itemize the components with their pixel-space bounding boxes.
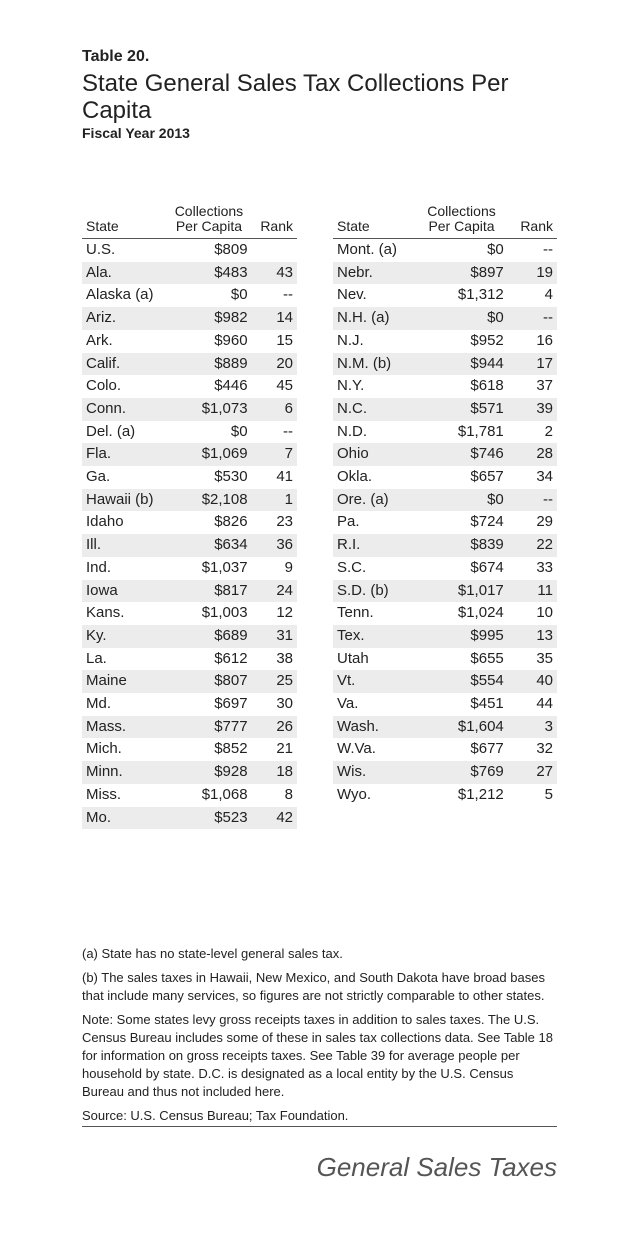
collections-cell: $618 — [470, 377, 504, 395]
rank-cell: 4 — [544, 286, 553, 304]
state-cell: Ala. — [82, 262, 166, 285]
left-table-header — [82, 196, 297, 239]
table-row — [82, 602, 297, 625]
collections-cell: $944 — [415, 353, 508, 376]
rank-cell: 18 — [252, 761, 297, 784]
collections-cell: $655 — [470, 649, 504, 667]
state-cell: Ill. — [82, 534, 166, 557]
collections-cell: $657 — [470, 468, 504, 486]
state-cell: N.C. — [333, 398, 415, 421]
collections-cell: $1,073 — [166, 398, 251, 421]
state-cell: Mich. — [86, 740, 122, 758]
table-row — [333, 489, 557, 512]
rank-cell: 15 — [276, 331, 293, 349]
state-cell: Hawaii (b) — [82, 489, 166, 512]
table-row — [82, 353, 297, 376]
note-text: Note: Some states levy gross receipts taxes in addition to sales taxes. The U.S. Census Bureau includes some of these in sales tax collections data. See Table 18 for information on gross receipts taxes. See Table 39 for average people per household by state. D.C. is designated as a local entity by the U.S. Census Bureau and thus not included here. — [82, 1012, 553, 1099]
collections-cell: $807 — [166, 670, 251, 693]
rank-cell: -- — [508, 307, 557, 330]
state-cell: Fla. — [82, 443, 166, 466]
table-row — [82, 557, 297, 580]
state-cell: Pa. — [337, 513, 360, 531]
state-cell: Conn. — [82, 398, 166, 421]
left-table — [82, 196, 297, 829]
state-cell: Ariz. — [82, 307, 166, 330]
rank-cell: 14 — [252, 307, 297, 330]
state-cell: Wash. — [333, 716, 415, 739]
collections-cell: $769 — [415, 761, 508, 784]
collections-cell: $483 — [166, 262, 251, 285]
table-row — [82, 466, 297, 489]
state-cell: Miss. — [86, 785, 121, 803]
state-cell: Calif. — [82, 353, 166, 376]
state-cell: N.D. — [337, 422, 367, 440]
collections-cell: $817 — [166, 580, 251, 603]
table-row — [333, 284, 557, 307]
collections-cell: $1,024 — [457, 604, 504, 622]
section-footer: General Sales Taxes — [316, 1152, 557, 1182]
table-row — [82, 625, 297, 648]
table-row — [333, 648, 557, 671]
page-title: State General Sales Tax Collections Per Capita — [82, 70, 509, 124]
rank-cell: 40 — [508, 670, 557, 693]
collections-cell: $1,312 — [457, 286, 504, 304]
table-row — [333, 353, 557, 376]
collections-header-line2: Per Capita — [175, 218, 242, 234]
collections-cell: $1,781 — [457, 422, 504, 440]
table-row — [82, 716, 297, 739]
state-cell: Maine — [82, 670, 166, 693]
collections-cell: $674 — [470, 558, 504, 576]
table-row — [333, 239, 557, 262]
table-row — [82, 648, 297, 671]
state-cell: Ark. — [86, 331, 113, 349]
table-row — [82, 534, 297, 557]
collections-cell: $777 — [166, 716, 251, 739]
collections-cell: $1,068 — [201, 785, 248, 803]
rank-cell: 23 — [276, 513, 293, 531]
state-cell: N.Y. — [337, 377, 365, 395]
collections-cell: $809 — [214, 241, 248, 258]
table-row — [82, 761, 297, 784]
rank-cell: 20 — [252, 353, 297, 376]
state-cell: Vt. — [333, 670, 415, 693]
state-cell: Md. — [86, 695, 112, 713]
state-cell: Ore. (a) — [333, 489, 415, 512]
state-cell: Va. — [337, 695, 359, 713]
state-cell: Nebr. — [333, 262, 415, 285]
rank-cell: 43 — [252, 262, 297, 285]
state-cell: Alaska (a) — [86, 286, 154, 304]
table-row — [333, 375, 557, 398]
rank-cell: 22 — [508, 534, 557, 557]
rank-cell: -- — [283, 286, 293, 304]
state-cell: Mo. — [82, 807, 166, 830]
table-row — [82, 443, 297, 466]
state-cell: Idaho — [86, 513, 124, 531]
collections-cell: $0 — [487, 241, 504, 258]
right-table-header — [333, 196, 557, 239]
collections-cell: $1,604 — [415, 716, 508, 739]
rank-cell: 27 — [508, 761, 557, 784]
state-cell: S.C. — [337, 558, 367, 576]
rank-cell: 13 — [508, 625, 557, 648]
state-cell: Tex. — [333, 625, 415, 648]
collections-cell: $889 — [166, 353, 251, 376]
rank-cell: 32 — [536, 740, 553, 758]
table-row — [82, 489, 297, 512]
collections-cell: $689 — [166, 625, 251, 648]
table-row — [82, 307, 297, 330]
rank-cell: 26 — [252, 716, 297, 739]
table-row — [333, 466, 557, 489]
rank-cell: 10 — [536, 604, 553, 622]
collections-cell: $826 — [214, 513, 248, 531]
rank-cell: 25 — [252, 670, 297, 693]
rank-cell: 28 — [508, 443, 557, 466]
state-cell: Wyo. — [337, 785, 372, 803]
collections-column-header — [415, 196, 508, 239]
table-row — [82, 670, 297, 693]
rank-cell: 21 — [276, 740, 293, 758]
collections-column-header — [166, 196, 251, 239]
table-row — [82, 398, 297, 421]
rank-cell: 5 — [544, 785, 553, 803]
state-column-header: State — [82, 196, 166, 239]
state-cell: Iowa — [82, 580, 166, 603]
collections-cell: $852 — [214, 740, 248, 758]
state-cell: Minn. — [82, 761, 166, 784]
table-row — [82, 693, 297, 716]
table-row — [82, 375, 297, 398]
rank-cell: 41 — [276, 468, 293, 486]
table-row — [82, 511, 297, 534]
table-row — [82, 807, 297, 830]
rank-cell: 12 — [276, 604, 293, 622]
rank-cell: 16 — [536, 331, 553, 349]
collections-cell: $1,069 — [166, 443, 251, 466]
state-cell: N.J. — [337, 331, 364, 349]
state-cell: Del. (a) — [86, 422, 136, 440]
right-table-body — [333, 239, 557, 807]
state-column-header: State — [333, 196, 415, 239]
collections-cell: $746 — [415, 443, 508, 466]
state-cell: Tenn. — [337, 604, 374, 622]
table-row — [333, 443, 557, 466]
collections-cell: $1,212 — [457, 785, 504, 803]
source-line: Source: U.S. Census Bureau; Tax Foundation. — [82, 1107, 557, 1127]
collections-cell: $697 — [214, 695, 248, 713]
rank-column-header: Rank — [252, 196, 297, 239]
collections-cell: $982 — [166, 307, 251, 330]
rank-cell — [252, 239, 297, 262]
table-row — [333, 307, 557, 330]
state-cell: U.S. — [86, 241, 116, 258]
rank-cell: 45 — [276, 377, 293, 395]
collections-header-line1: Collections — [427, 203, 496, 219]
state-cell: Ind. — [86, 558, 112, 576]
state-cell: W.Va. — [337, 740, 376, 758]
collections-cell: $571 — [415, 398, 508, 421]
page-subtitle: Fiscal Year 2013 — [82, 125, 190, 141]
rank-cell: 33 — [536, 558, 553, 576]
rank-cell: 35 — [536, 649, 553, 667]
rank-cell: 8 — [284, 785, 293, 803]
table-row — [333, 602, 557, 625]
collections-cell: $1,003 — [201, 604, 248, 622]
state-cell: N.H. (a) — [333, 307, 415, 330]
table-row — [82, 421, 297, 444]
state-cell: La. — [86, 649, 107, 667]
footnote-b: (b) The sales taxes in Hawaii, New Mexico, and South Dakota have broad bases that include many services, so figures are not strictly comparable to other states. — [82, 970, 545, 1003]
rank-cell: 36 — [252, 534, 297, 557]
table-row — [333, 421, 557, 444]
collections-cell: $952 — [470, 331, 504, 349]
state-cell: Colo. — [86, 377, 122, 395]
collections-cell: $530 — [214, 468, 248, 486]
collections-cell: $0 — [415, 489, 508, 512]
collections-cell: $523 — [166, 807, 251, 830]
state-cell: Utah — [337, 649, 369, 667]
table-row — [333, 784, 557, 807]
state-cell: Mont. (a) — [337, 241, 398, 258]
collections-cell: $554 — [415, 670, 508, 693]
rank-cell: 31 — [252, 625, 297, 648]
collections-cell: $1,037 — [201, 558, 248, 576]
table-row — [82, 284, 297, 307]
rank-cell: 6 — [252, 398, 297, 421]
rank-cell: 17 — [508, 353, 557, 376]
rank-column-header: Rank — [508, 196, 557, 239]
rank-cell: 3 — [508, 716, 557, 739]
rank-cell: 29 — [536, 513, 553, 531]
state-cell: Ohio — [333, 443, 415, 466]
table-row — [82, 330, 297, 353]
rank-cell: 2 — [544, 422, 553, 440]
collections-cell: $960 — [214, 331, 248, 349]
state-cell: S.D. (b) — [333, 580, 415, 603]
rank-cell: 9 — [284, 558, 293, 576]
collections-cell: $1,017 — [415, 580, 508, 603]
state-cell: Nev. — [337, 286, 367, 304]
notes — [82, 945, 557, 1127]
table-row — [82, 580, 297, 603]
table-row — [333, 511, 557, 534]
table-row — [333, 761, 557, 784]
rank-cell: 19 — [508, 262, 557, 285]
rank-cell: 37 — [536, 377, 553, 395]
rank-cell: 24 — [252, 580, 297, 603]
table-row — [82, 239, 297, 262]
table-row — [333, 262, 557, 285]
rank-cell: 39 — [508, 398, 557, 421]
table-row — [333, 580, 557, 603]
collections-cell: $612 — [214, 649, 248, 667]
state-cell: Mass. — [82, 716, 166, 739]
rank-cell: 11 — [508, 580, 557, 603]
table-row — [333, 330, 557, 353]
table-row — [333, 716, 557, 739]
collections-cell: $2,108 — [166, 489, 251, 512]
rank-cell: 44 — [536, 695, 553, 713]
left-table-body — [82, 239, 297, 830]
rank-cell: -- — [508, 489, 557, 512]
collections-cell: $677 — [470, 740, 504, 758]
collections-cell: $451 — [470, 695, 504, 713]
table-row — [333, 738, 557, 761]
collections-header-line1: Collections — [174, 203, 244, 219]
state-cell: N.M. (b) — [333, 353, 415, 376]
rank-cell: 1 — [252, 489, 297, 512]
table-row — [333, 693, 557, 716]
collections-header-line2: Per Capita — [428, 218, 495, 234]
collections-cell: $446 — [214, 377, 248, 395]
rank-cell: 38 — [276, 649, 293, 667]
collections-cell: $0 — [415, 307, 508, 330]
table-row — [333, 557, 557, 580]
collections-cell: $995 — [415, 625, 508, 648]
rank-cell: 30 — [276, 695, 293, 713]
state-cell: Ky. — [82, 625, 166, 648]
collections-cell: $839 — [415, 534, 508, 557]
right-table — [333, 196, 557, 807]
state-cell: Okla. — [337, 468, 373, 486]
collections-cell: $928 — [166, 761, 251, 784]
table-row — [82, 784, 297, 807]
rank-cell: -- — [283, 422, 293, 440]
collections-cell: $0 — [230, 286, 248, 304]
rank-cell: 42 — [252, 807, 297, 830]
table-row — [82, 262, 297, 285]
collections-cell: $634 — [166, 534, 251, 557]
collections-cell: $724 — [470, 513, 504, 531]
footnote-a: (a) State has no state-level general sales tax. — [82, 946, 343, 961]
state-cell: R.I. — [333, 534, 415, 557]
rank-cell: -- — [543, 241, 553, 258]
table-row — [333, 534, 557, 557]
rank-cell: 7 — [252, 443, 297, 466]
state-cell: Kans. — [86, 604, 125, 622]
rank-cell: 34 — [536, 468, 553, 486]
state-cell: Ga. — [86, 468, 111, 486]
table-number: Table 20. — [82, 48, 150, 65]
state-cell: Wis. — [333, 761, 415, 784]
table-row — [82, 738, 297, 761]
table-row — [333, 625, 557, 648]
collections-cell: $0 — [230, 422, 248, 440]
table-row — [333, 398, 557, 421]
table-row — [333, 670, 557, 693]
collections-cell: $897 — [415, 262, 508, 285]
